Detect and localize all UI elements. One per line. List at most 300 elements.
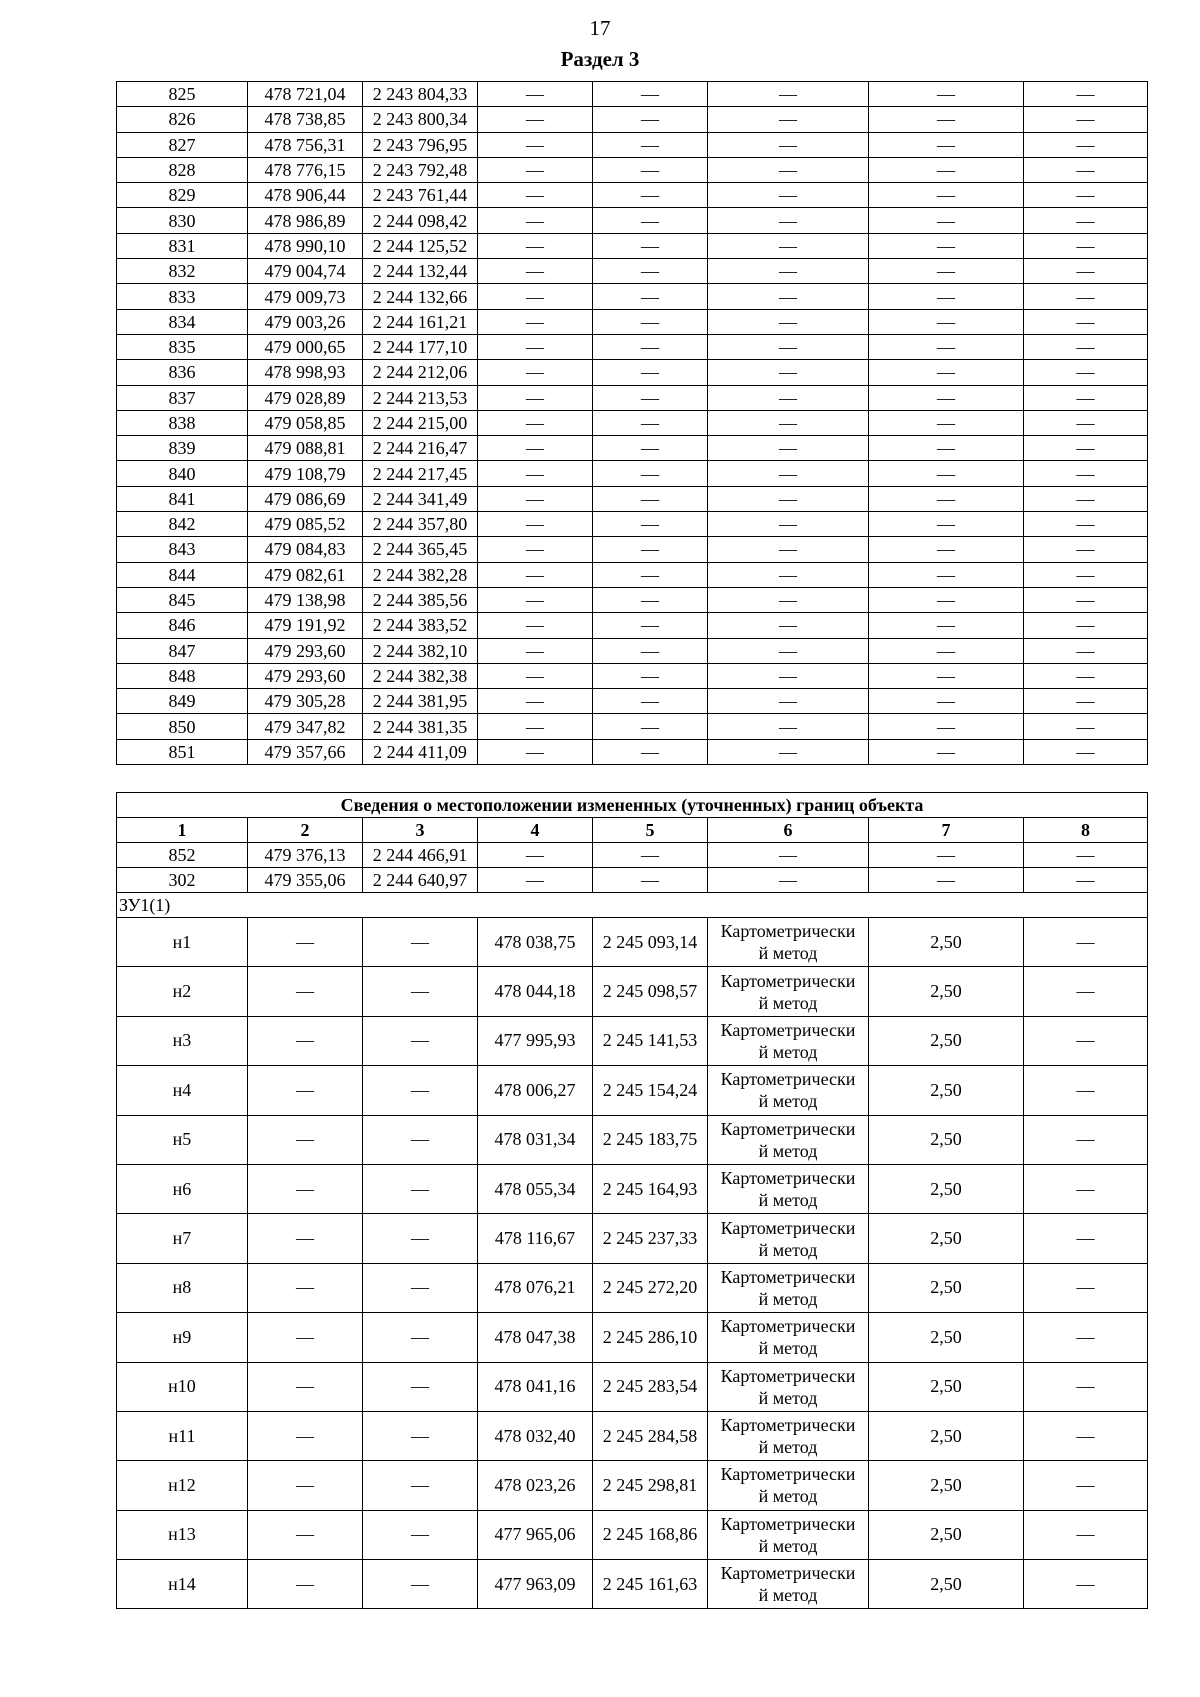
- table-cell: 2 243 796,95: [363, 132, 478, 157]
- empty-value-dash: —: [1024, 1560, 1148, 1609]
- table-cell: 479 003,26: [248, 309, 363, 334]
- table-cell: 828: [117, 157, 248, 182]
- empty-value-dash: —: [869, 689, 1024, 714]
- empty-value-dash: —: [1024, 613, 1148, 638]
- empty-value-dash: —: [708, 259, 869, 284]
- empty-value-dash: —: [478, 309, 593, 334]
- method-line: Картометрически: [720, 1563, 856, 1584]
- table-cell: 478 055,34: [478, 1164, 593, 1213]
- table-cell: 841: [117, 486, 248, 511]
- empty-value-dash: —: [708, 512, 869, 537]
- empty-value-dash: —: [593, 183, 708, 208]
- method-line: й метод: [758, 1535, 818, 1556]
- table-cell: 2 244 385,56: [363, 587, 478, 612]
- empty-value-dash: —: [869, 537, 1024, 562]
- table-cell: 2 245 237,33: [593, 1214, 708, 1263]
- table-cell: 479 088,81: [248, 436, 363, 461]
- table-cell: 2 244 382,10: [363, 638, 478, 663]
- empty-value-dash: —: [869, 157, 1024, 182]
- empty-value-dash: —: [478, 638, 593, 663]
- empty-value-dash: —: [708, 410, 869, 435]
- empty-value-dash: —: [478, 259, 593, 284]
- empty-value-dash: —: [363, 1164, 478, 1213]
- table-cell: 478 738,85: [248, 107, 363, 132]
- table-cell: 478 990,10: [248, 233, 363, 258]
- table-row: [117, 1066, 1148, 1115]
- accuracy-cell: 2,50: [869, 1510, 1024, 1559]
- table-cell: н9: [117, 1313, 248, 1362]
- group-row: [117, 893, 1148, 918]
- empty-value-dash: —: [1024, 183, 1148, 208]
- table-cell: 2 245 098,57: [593, 967, 708, 1016]
- empty-value-dash: —: [1024, 967, 1148, 1016]
- table-cell: 833: [117, 284, 248, 309]
- empty-value-dash: —: [708, 284, 869, 309]
- table-row: [117, 436, 1148, 461]
- accuracy-cell: 2,50: [869, 1411, 1024, 1460]
- empty-value-dash: —: [1024, 512, 1148, 537]
- table-cell: 478 038,75: [478, 918, 593, 967]
- table-cell: 844: [117, 562, 248, 587]
- table-cell: 842: [117, 512, 248, 537]
- method-cell: [708, 1510, 869, 1559]
- empty-value-dash: —: [869, 613, 1024, 638]
- table-cell: 478 044,18: [478, 967, 593, 1016]
- table-cell: 2 245 141,53: [593, 1016, 708, 1065]
- column-header: 1: [117, 818, 248, 843]
- table-cell: 2 244 381,95: [363, 689, 478, 714]
- table-cell: 479 138,98: [248, 587, 363, 612]
- table-cell: 479 004,74: [248, 259, 363, 284]
- table-cell: 479 058,85: [248, 410, 363, 435]
- empty-value-dash: —: [1024, 1115, 1148, 1164]
- empty-value-dash: —: [478, 613, 593, 638]
- method-line: й метод: [758, 1041, 818, 1062]
- empty-value-dash: —: [593, 208, 708, 233]
- table-cell: 2 244 382,38: [363, 663, 478, 688]
- table-cell: 2 244 411,09: [363, 739, 478, 764]
- empty-value-dash: —: [478, 537, 593, 562]
- empty-value-dash: —: [1024, 309, 1148, 334]
- empty-value-dash: —: [593, 410, 708, 435]
- method-cell: [708, 918, 869, 967]
- table-cell: 479 357,66: [248, 739, 363, 764]
- empty-value-dash: —: [248, 1560, 363, 1609]
- table-cell: 478 031,34: [478, 1115, 593, 1164]
- empty-value-dash: —: [1024, 1362, 1148, 1411]
- table-cell: 852: [117, 843, 248, 868]
- empty-value-dash: —: [363, 1066, 478, 1115]
- table-cell: 840: [117, 461, 248, 486]
- table-cell: 836: [117, 360, 248, 385]
- empty-value-dash: —: [1024, 1016, 1148, 1065]
- method-line: й метод: [758, 1091, 818, 1112]
- empty-value-dash: —: [363, 1411, 478, 1460]
- table-cell: 479 009,73: [248, 284, 363, 309]
- table-cell: 834: [117, 309, 248, 334]
- table-row: [117, 562, 1148, 587]
- table-row: [117, 309, 1148, 334]
- empty-value-dash: —: [869, 183, 1024, 208]
- empty-value-dash: —: [708, 385, 869, 410]
- table-cell: 2 244 213,53: [363, 385, 478, 410]
- method-line: Картометрически: [720, 1168, 856, 1189]
- accuracy-cell: 2,50: [869, 1560, 1024, 1609]
- empty-value-dash: —: [708, 107, 869, 132]
- empty-value-dash: —: [708, 562, 869, 587]
- table-cell: 302: [117, 868, 248, 893]
- empty-value-dash: —: [1024, 385, 1148, 410]
- empty-value-dash: —: [708, 587, 869, 612]
- empty-value-dash: —: [1024, 410, 1148, 435]
- table-cell: 2 243 792,48: [363, 157, 478, 182]
- table-cell: н6: [117, 1164, 248, 1213]
- empty-value-dash: —: [708, 157, 869, 182]
- table-cell: н10: [117, 1362, 248, 1411]
- accuracy-cell: 2,50: [869, 1115, 1024, 1164]
- empty-value-dash: —: [869, 107, 1024, 132]
- empty-value-dash: —: [478, 157, 593, 182]
- table-cell: 2 245 283,54: [593, 1362, 708, 1411]
- empty-value-dash: —: [869, 410, 1024, 435]
- empty-value-dash: —: [478, 689, 593, 714]
- table-row: [117, 689, 1148, 714]
- method-line: й метод: [758, 1387, 818, 1408]
- empty-value-dash: —: [593, 436, 708, 461]
- empty-value-dash: —: [593, 132, 708, 157]
- empty-value-dash: —: [869, 486, 1024, 511]
- empty-value-dash: —: [593, 107, 708, 132]
- empty-value-dash: —: [1024, 208, 1148, 233]
- table-cell: н11: [117, 1411, 248, 1460]
- table-cell: 478 721,04: [248, 82, 363, 107]
- empty-value-dash: —: [708, 360, 869, 385]
- table-cell: 478 076,21: [478, 1263, 593, 1312]
- column-header-row: [117, 818, 1148, 843]
- method-line: Картометрически: [720, 1365, 856, 1386]
- table-cell: 846: [117, 613, 248, 638]
- table-cell: 2 243 804,33: [363, 82, 478, 107]
- table-row: [117, 1263, 1148, 1312]
- table-cell: 2 244 466,91: [363, 843, 478, 868]
- table-row: [117, 183, 1148, 208]
- table-cell: 478 776,15: [248, 157, 363, 182]
- table-row: [117, 1461, 1148, 1510]
- empty-value-dash: —: [363, 1461, 478, 1510]
- method-cell: [708, 1164, 869, 1213]
- table-cell: н2: [117, 967, 248, 1016]
- table-cell: 2 244 125,52: [363, 233, 478, 258]
- table-cell: 479 084,83: [248, 537, 363, 562]
- table-cell: 2 245 164,93: [593, 1164, 708, 1213]
- table-row: [117, 868, 1148, 893]
- table-row: [117, 1510, 1148, 1559]
- table-row: [117, 82, 1148, 107]
- empty-value-dash: —: [248, 1313, 363, 1362]
- method-cell: [708, 1066, 869, 1115]
- empty-value-dash: —: [478, 233, 593, 258]
- method-line: Картометрически: [720, 1316, 856, 1337]
- table-row: [117, 233, 1148, 258]
- table-cell: 478 998,93: [248, 360, 363, 385]
- empty-value-dash: —: [1024, 157, 1148, 182]
- empty-value-dash: —: [593, 461, 708, 486]
- table-row: [117, 461, 1148, 486]
- empty-value-dash: —: [363, 1016, 478, 1065]
- table-cell: 2 244 098,42: [363, 208, 478, 233]
- method-line: Картометрически: [720, 1118, 856, 1139]
- empty-value-dash: —: [869, 385, 1024, 410]
- empty-value-dash: —: [1024, 1214, 1148, 1263]
- empty-value-dash: —: [869, 512, 1024, 537]
- empty-value-dash: —: [1024, 461, 1148, 486]
- empty-value-dash: —: [708, 82, 869, 107]
- empty-value-dash: —: [593, 233, 708, 258]
- empty-value-dash: —: [363, 1362, 478, 1411]
- table-cell: 478 116,67: [478, 1214, 593, 1263]
- table-cell: н14: [117, 1560, 248, 1609]
- table-cell: 838: [117, 410, 248, 435]
- table-cell: 849: [117, 689, 248, 714]
- table-caption-row: [117, 793, 1148, 818]
- empty-value-dash: —: [1024, 689, 1148, 714]
- empty-value-dash: —: [1024, 739, 1148, 764]
- method-line: й метод: [758, 1288, 818, 1309]
- empty-value-dash: —: [1024, 1066, 1148, 1115]
- table-row: [117, 157, 1148, 182]
- table-cell: 478 756,31: [248, 132, 363, 157]
- table-cell: 825: [117, 82, 248, 107]
- empty-value-dash: —: [869, 436, 1024, 461]
- table-row: [117, 638, 1148, 663]
- table-cell: 478 041,16: [478, 1362, 593, 1411]
- empty-value-dash: —: [869, 208, 1024, 233]
- section-title: Раздел 3: [560, 47, 640, 71]
- empty-value-dash: —: [708, 132, 869, 157]
- table-cell: 827: [117, 132, 248, 157]
- empty-value-dash: —: [869, 868, 1024, 893]
- table-row: [117, 259, 1148, 284]
- column-header: 3: [363, 818, 478, 843]
- table-cell: 479 000,65: [248, 334, 363, 359]
- table-caption: Сведения о местоположении измененных (уточненных) границ объекта: [117, 793, 1148, 818]
- table-cell: 479 376,13: [248, 843, 363, 868]
- table-cell: 851: [117, 739, 248, 764]
- empty-value-dash: —: [478, 334, 593, 359]
- empty-value-dash: —: [708, 208, 869, 233]
- empty-value-dash: —: [478, 208, 593, 233]
- empty-value-dash: —: [593, 663, 708, 688]
- empty-value-dash: —: [708, 461, 869, 486]
- method-line: й метод: [758, 992, 818, 1013]
- empty-value-dash: —: [593, 486, 708, 511]
- table-cell: н8: [117, 1263, 248, 1312]
- table-cell: 2 245 298,81: [593, 1461, 708, 1510]
- empty-value-dash: —: [593, 843, 708, 868]
- table-row: [117, 132, 1148, 157]
- table-cell: 832: [117, 259, 248, 284]
- empty-value-dash: —: [593, 714, 708, 739]
- empty-value-dash: —: [478, 385, 593, 410]
- empty-value-dash: —: [478, 739, 593, 764]
- empty-value-dash: —: [1024, 259, 1148, 284]
- table-cell: 479 191,92: [248, 613, 363, 638]
- empty-value-dash: —: [478, 436, 593, 461]
- method-cell: [708, 967, 869, 1016]
- empty-value-dash: —: [593, 638, 708, 663]
- empty-value-dash: —: [708, 183, 869, 208]
- table-row: [117, 208, 1148, 233]
- empty-value-dash: —: [593, 309, 708, 334]
- empty-value-dash: —: [478, 587, 593, 612]
- empty-value-dash: —: [478, 461, 593, 486]
- table-cell: 479 293,60: [248, 663, 363, 688]
- table-cell: 2 245 154,24: [593, 1066, 708, 1115]
- empty-value-dash: —: [1024, 714, 1148, 739]
- method-line: й метод: [758, 1338, 818, 1359]
- table-cell: 845: [117, 587, 248, 612]
- empty-value-dash: —: [593, 868, 708, 893]
- method-cell: [708, 1411, 869, 1460]
- empty-value-dash: —: [708, 714, 869, 739]
- column-header: 8: [1024, 818, 1148, 843]
- table-row: [117, 107, 1148, 132]
- empty-value-dash: —: [708, 537, 869, 562]
- column-header: 4: [478, 818, 593, 843]
- method-line: Картометрически: [720, 970, 856, 991]
- empty-value-dash: —: [593, 284, 708, 309]
- method-line: й метод: [758, 943, 818, 964]
- accuracy-cell: 2,50: [869, 1313, 1024, 1362]
- method-line: Картометрически: [720, 1464, 856, 1485]
- empty-value-dash: —: [248, 967, 363, 1016]
- empty-value-dash: —: [248, 1214, 363, 1263]
- empty-value-dash: —: [593, 157, 708, 182]
- empty-value-dash: —: [1024, 1510, 1148, 1559]
- empty-value-dash: —: [478, 284, 593, 309]
- table-cell: 478 032,40: [478, 1411, 593, 1460]
- table-cell: н13: [117, 1510, 248, 1559]
- table-cell: 2 245 183,75: [593, 1115, 708, 1164]
- empty-value-dash: —: [869, 638, 1024, 663]
- table-cell: 2 245 284,58: [593, 1411, 708, 1460]
- method-cell: [708, 1115, 869, 1164]
- table-cell: 837: [117, 385, 248, 410]
- empty-value-dash: —: [708, 843, 869, 868]
- empty-value-dash: —: [1024, 587, 1148, 612]
- table-cell: 477 995,93: [478, 1016, 593, 1065]
- empty-value-dash: —: [593, 562, 708, 587]
- empty-value-dash: —: [1024, 1313, 1148, 1362]
- empty-value-dash: —: [869, 663, 1024, 688]
- page-number: 17: [589, 16, 611, 40]
- table-row: [117, 1164, 1148, 1213]
- accuracy-cell: 2,50: [869, 918, 1024, 967]
- table-cell: 2 244 177,10: [363, 334, 478, 359]
- table-cell: 2 245 168,86: [593, 1510, 708, 1559]
- method-line: Картометрически: [720, 1019, 856, 1040]
- table-row: [117, 284, 1148, 309]
- table-row: [117, 1411, 1148, 1460]
- empty-value-dash: —: [869, 587, 1024, 612]
- table-cell: 831: [117, 233, 248, 258]
- empty-value-dash: —: [593, 689, 708, 714]
- empty-value-dash: —: [708, 663, 869, 688]
- empty-value-dash: —: [708, 486, 869, 511]
- method-line: й метод: [758, 1486, 818, 1507]
- empty-value-dash: —: [1024, 360, 1148, 385]
- empty-value-dash: —: [869, 739, 1024, 764]
- empty-value-dash: —: [593, 385, 708, 410]
- empty-value-dash: —: [708, 233, 869, 258]
- table-cell: 2 244 382,28: [363, 562, 478, 587]
- empty-value-dash: —: [248, 1510, 363, 1559]
- empty-value-dash: —: [708, 436, 869, 461]
- table-cell: 2 245 272,20: [593, 1263, 708, 1312]
- empty-value-dash: —: [1024, 82, 1148, 107]
- method-line: Картометрически: [720, 1415, 856, 1436]
- table-row: [117, 486, 1148, 511]
- empty-value-dash: —: [869, 82, 1024, 107]
- empty-value-dash: —: [708, 739, 869, 764]
- table-cell: 2 244 341,49: [363, 486, 478, 511]
- accuracy-cell: 2,50: [869, 1461, 1024, 1510]
- table-cell: 843: [117, 537, 248, 562]
- empty-value-dash: —: [593, 739, 708, 764]
- empty-value-dash: —: [593, 334, 708, 359]
- table-cell: 850: [117, 714, 248, 739]
- empty-value-dash: —: [478, 868, 593, 893]
- table-cell: 2 244 217,45: [363, 461, 478, 486]
- table-cell: 2 245 161,63: [593, 1560, 708, 1609]
- empty-value-dash: —: [869, 233, 1024, 258]
- empty-value-dash: —: [248, 1461, 363, 1510]
- table-row: [117, 1115, 1148, 1164]
- empty-value-dash: —: [478, 360, 593, 385]
- accuracy-cell: 2,50: [869, 1362, 1024, 1411]
- empty-value-dash: —: [1024, 843, 1148, 868]
- empty-value-dash: —: [478, 843, 593, 868]
- empty-value-dash: —: [593, 259, 708, 284]
- method-line: й метод: [758, 1140, 818, 1161]
- empty-value-dash: —: [478, 714, 593, 739]
- table-cell: 477 963,09: [478, 1560, 593, 1609]
- empty-value-dash: —: [248, 1164, 363, 1213]
- empty-value-dash: —: [593, 512, 708, 537]
- table-cell: 478 023,26: [478, 1461, 593, 1510]
- coordinates-table-continued: [116, 81, 1148, 765]
- table-cell: 478 006,27: [478, 1066, 593, 1115]
- table-cell: 477 965,06: [478, 1510, 593, 1559]
- empty-value-dash: —: [478, 107, 593, 132]
- accuracy-cell: 2,50: [869, 1214, 1024, 1263]
- empty-value-dash: —: [708, 868, 869, 893]
- empty-value-dash: —: [478, 183, 593, 208]
- empty-value-dash: —: [708, 334, 869, 359]
- table-row: [117, 385, 1148, 410]
- table-cell: 479 082,61: [248, 562, 363, 587]
- accuracy-cell: 2,50: [869, 1016, 1024, 1065]
- empty-value-dash: —: [1024, 918, 1148, 967]
- table-cell: 2 244 383,52: [363, 613, 478, 638]
- table-cell: 2 244 216,47: [363, 436, 478, 461]
- empty-value-dash: —: [593, 82, 708, 107]
- empty-value-dash: —: [1024, 663, 1148, 688]
- method-cell: [708, 1016, 869, 1065]
- empty-value-dash: —: [708, 309, 869, 334]
- table-cell: 2 244 215,00: [363, 410, 478, 435]
- column-header: 5: [593, 818, 708, 843]
